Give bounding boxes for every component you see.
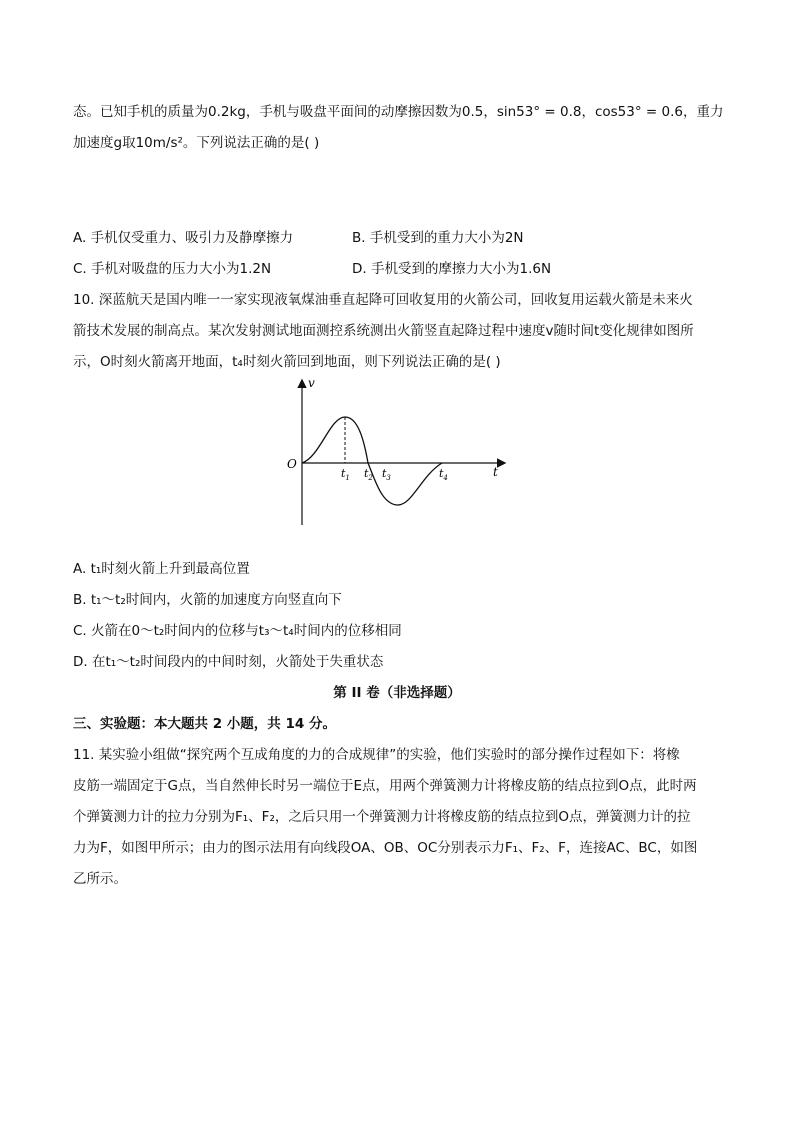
q11-stem-line-3: 个弹簧测力计的拉力分别为F₁、F₂，之后只用一个弹簧测力计将橡皮筋的结点拉到O点，弹簧测力计的拉 — [73, 809, 691, 825]
q10-option-b[interactable]: B. t₁～t₂时间内，火箭的加速度方向竖直向下 — [73, 592, 342, 608]
q9-stem-line-2: 加速度g取10m/s²。下列说法正确的是( ) — [73, 135, 320, 151]
t1-label: $t_1$ — [341, 467, 350, 482]
q9-option-a[interactable]: A. 手机仅受重力、吸引力及静摩擦力 — [73, 230, 294, 246]
q10-option-a[interactable]: A. t₁时刻火箭上升到最高位置 — [73, 561, 250, 577]
q11-stem-line-4: 力为F，如图甲所示；由力的图示法用有向线段OA、OB、OC分别表示力F₁、F₂、F，连接AC、BC，如图 — [73, 840, 698, 856]
t3-label: $t_3$ — [382, 467, 391, 482]
q10-stem-line-3: 示，O时刻火箭离开地面，t₄时刻火箭回到地面，则下列说法正确的是( ) — [73, 354, 501, 370]
q11-stem-line-5: 乙所示。 — [73, 871, 127, 887]
section-title: 第 II 卷（非选择题） — [333, 685, 461, 701]
q10-stem-line-2: 箭技术发展的制高点。某次发射测试地面测控系统测出火箭竖直起降过程中速度v随时间t变化规律如图所 — [73, 323, 694, 339]
t4-label: $t_4$ — [439, 467, 448, 482]
q11-stem-line-1: 11. 某实验小组做“探究两个互成角度的力的合成规律”的实验，他们实验时的部分操作过程如下：将橡 — [73, 747, 680, 763]
q10-option-d[interactable]: D. 在t₁～t₂时间段内的中间时刻，火箭处于失重状态 — [73, 654, 384, 670]
q10-option-c[interactable]: C. 火箭在0～t₂时间内的位移与t₃～t₄时间内的位移相同 — [73, 623, 402, 639]
q9-stem-line-1: 态。已知手机的质量为0.2kg，手机与吸盘平面间的动摩擦因数为0.5，sin53° = 0.8，cos53° = 0.6，重力 — [73, 104, 724, 120]
q9-option-d[interactable]: D. 手机受到的摩擦力大小为1.6N — [352, 261, 552, 277]
q10-vt-graph — [280, 375, 510, 530]
q9-option-c[interactable]: C. 手机对吸盘的压力大小为1.2N — [73, 261, 272, 277]
q9-option-b[interactable]: B. 手机受到的重力大小为2N — [352, 230, 524, 246]
q11-stem-line-2: 皮筋一端固定于G点，当自然伸长时另一端位于E点，用两个弹簧测力计将橡皮筋的结点拉到O点，此时两 — [73, 778, 697, 794]
section-heading: 三、实验题：本大题共 2 小题，共 14 分。 — [73, 716, 336, 732]
v-axis-label: v — [308, 376, 315, 390]
vt-curve — [302, 417, 442, 505]
origin-label: O — [287, 457, 297, 471]
t2-label: $t_2$ — [364, 467, 373, 482]
t-axis-label: t — [493, 465, 498, 479]
q10-stem-line-1: 10. 深蓝航天是国内唯一一家实现液氧煤油垂直起降可回收复用的火箭公司，回收复用运载火箭是未来火 — [73, 292, 693, 308]
